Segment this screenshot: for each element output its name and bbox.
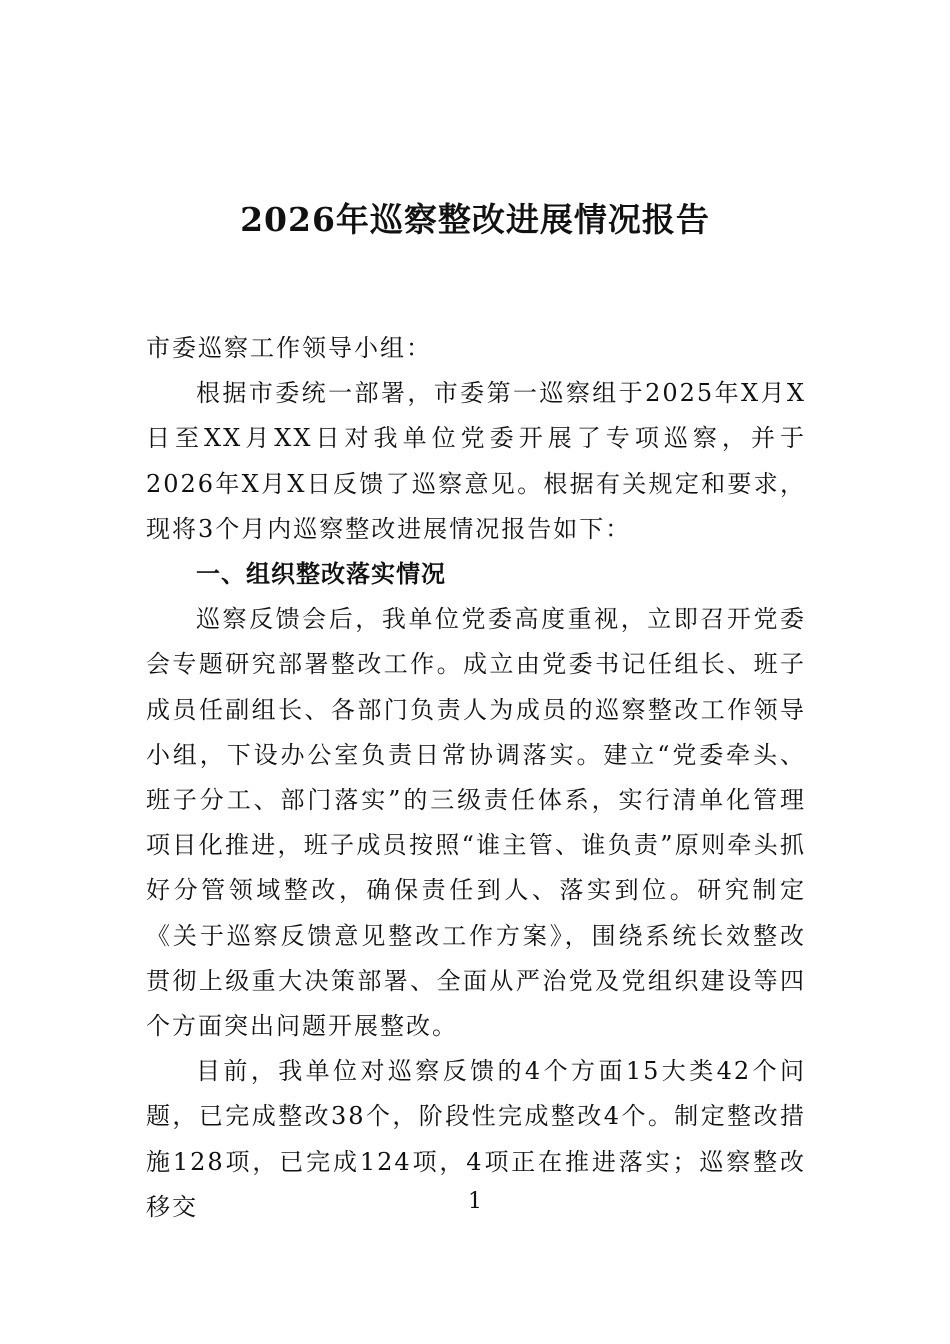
- organization-paragraph: 巡察反馈会后，我单位党委高度重视，立即召开党委会专题研究部署整改工作。成立由党委书记任组长、班子成员任副组长、各部门负责人为成员的巡察整改工作领导小组，下设办公室负责日常协调落实。建立“党委牵头、班子分工、部门落实”的三级责任体系，实行清单化管理项目化推进，班子成员按照“谁主管、谁负责”原则牵头抓好分管领域整改，确保责任到人、落实到位。研究制定《关于巡察反馈意见整改工作方案》，围绕系统长效整改贯彻上级重大决策部署、全面从严治党及党组织建设等四个方面突出问题开展整改。: [146, 605, 806, 1041]
- salutation: 市委巡察工作领导小组：: [146, 334, 432, 362]
- page-number: 1: [468, 1189, 482, 1214]
- intro-paragraph: 根据市委统一部署，市委第一巡察组于2025年X月X日至XX月XX日对我单位党委开展了专项巡察，并于2026年X月X日反馈了巡察意见。根据有关规定和要求，现将3个月内巡察整改进展情况报告如下：: [146, 379, 806, 543]
- section-heading: 一、组织整改落实情况: [196, 560, 446, 589]
- document-body: [146, 326, 806, 1230]
- progress-paragraph: 目前，我单位对巡察反馈的4个方面15大类42个问题，已完成整改38个，阶段性完成整改4个。制定整改措施128项，已完成124项，4项正在推进落实；巡察整改移交: [146, 1057, 806, 1221]
- document-title: 2026年巡察整改进展情况报告: [240, 200, 710, 239]
